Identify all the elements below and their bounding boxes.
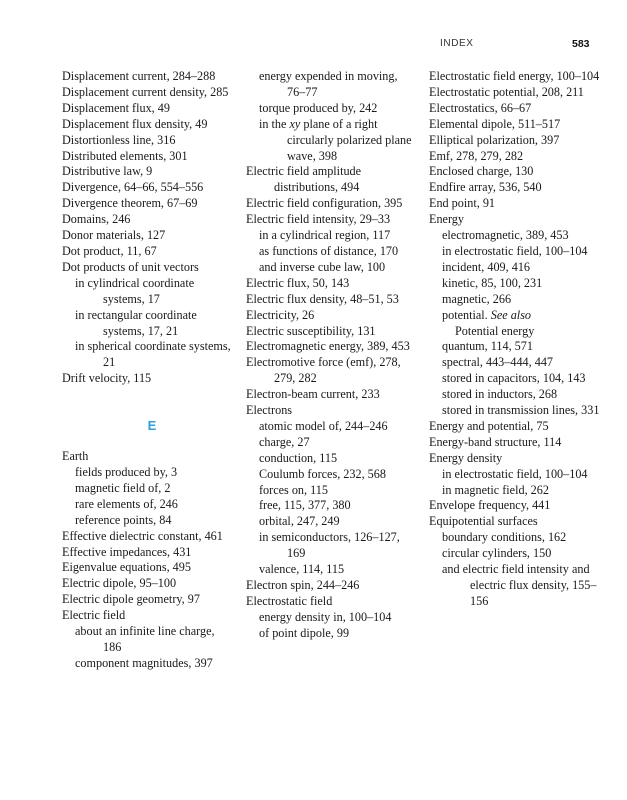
index-subentry: energy expended in moving, 76–77 bbox=[259, 69, 398, 99]
index-subentry: energy density in, 100–104 bbox=[259, 609, 392, 624]
index-subentry: in the xy plane of a right circularly polarized plane wave, 398 bbox=[259, 116, 412, 163]
index-entry: Electric field intensity, 29–33 bbox=[246, 212, 391, 227]
index-entry: Electric flux, 50, 143 bbox=[246, 275, 350, 290]
section-letter-heading: E bbox=[147, 418, 157, 434]
index-subentry: rare elements of, 246 bbox=[75, 496, 178, 511]
index-entry: Energy and potential, 75 bbox=[429, 418, 549, 433]
index-subentry: fields produced by, 3 bbox=[75, 465, 178, 480]
index-entry: Endfire array, 536, 540 bbox=[429, 180, 542, 195]
index-entry: Effective dielectric constant, 461 bbox=[62, 528, 223, 543]
index-entry: Electrostatic field energy, 100–104 bbox=[429, 69, 600, 83]
index-subentry: spectral, 443–444, 447 bbox=[442, 355, 554, 370]
section-gap bbox=[62, 387, 234, 418]
index-subentry: free, 115, 377, 380 bbox=[259, 498, 351, 513]
index-entry: Electromotive force (emf), 278, 279, 282 bbox=[246, 355, 401, 386]
index-entry: Energy density bbox=[429, 450, 503, 465]
index-entry: Displacement flux, 49 bbox=[62, 100, 170, 115]
index-entry: Energy-band structure, 114 bbox=[429, 434, 562, 449]
index-subentry: torque produced by, 242 bbox=[259, 100, 378, 115]
index-entry: Emf, 278, 279, 282 bbox=[429, 148, 524, 163]
index-subentry: kinetic, 85, 100, 231 bbox=[442, 275, 543, 290]
index-subentry: magnetic field of, 2 bbox=[75, 480, 171, 495]
index-entry: Electricity, 26 bbox=[246, 307, 315, 322]
index-entry: Displacement current, 284–288 bbox=[62, 69, 216, 83]
index-subentry: stored in transmission lines, 331 bbox=[442, 403, 600, 418]
index-subentry: Potential energy bbox=[455, 323, 535, 338]
index-subentry: of point dipole, 99 bbox=[259, 625, 350, 640]
index-subentry: in electrostatic field, 100–104 bbox=[442, 466, 588, 481]
index-subentry: in a cylindrical region, 117 bbox=[259, 228, 391, 243]
index-entry: Electrostatic potential, 208, 211 bbox=[429, 84, 584, 99]
index-entry: Elemental dipole, 511–517 bbox=[429, 116, 561, 131]
see-also-reference: See also bbox=[490, 307, 532, 322]
index-entry: Enclosed charge, 130 bbox=[429, 164, 534, 179]
index-entry: Eigenvalue equations, 495 bbox=[62, 560, 191, 575]
index-subentry: stored in inductors, 268 bbox=[442, 387, 558, 402]
index-subentry: in cylindrical coordinate systems, 17 bbox=[75, 275, 195, 306]
index-entry: Donor materials, 127 bbox=[62, 228, 166, 243]
math-variable: xy bbox=[289, 116, 301, 131]
index-entry: Electron-beam current, 233 bbox=[246, 387, 380, 402]
index-subentry: incident, 409, 416 bbox=[442, 259, 531, 274]
index-entry: Electrons bbox=[246, 403, 293, 418]
index-entry: Divergence, 64–66, 554–556 bbox=[62, 180, 204, 195]
index-subentry: Coulumb forces, 232, 568 bbox=[259, 466, 386, 481]
index-entry: Displacement current density, 285 bbox=[62, 84, 229, 99]
index-subentry: orbital, 247, 249 bbox=[259, 514, 340, 529]
index-entry: Distortionless line, 316 bbox=[62, 132, 176, 147]
index-entry: Distributed elements, 301 bbox=[62, 148, 188, 163]
index-subentry: component magnitudes, 397 bbox=[75, 655, 213, 670]
index-subentry: stored in capacitors, 104, 143 bbox=[442, 371, 586, 386]
index-entry: Electrostatic field bbox=[246, 593, 333, 608]
page-header bbox=[0, 38, 627, 52]
index-entry: Electric field amplitude distributions, 494 bbox=[246, 164, 362, 195]
index-entry: Electric dipole, 95–100 bbox=[62, 576, 177, 591]
index-subentry: in magnetic field, 262 bbox=[442, 482, 549, 497]
index-column-1 bbox=[62, 69, 234, 672]
index-entry: Effective impedances, 431 bbox=[62, 544, 192, 559]
index-entry: Electrostatics, 66–67 bbox=[429, 100, 532, 115]
index-subentry: about an infinite line charge, 186 bbox=[75, 624, 215, 654]
index-subentry: valence, 114, 115 bbox=[259, 562, 345, 577]
index-subentry: forces on, 115 bbox=[259, 482, 328, 497]
index-entry: Electric field bbox=[62, 608, 126, 623]
index-subentry: potential. See also bbox=[442, 307, 532, 322]
index-subentry: reference points, 84 bbox=[75, 512, 172, 527]
index-entry: Distributive law, 9 bbox=[62, 164, 153, 179]
index-entry: Dot product, 11, 67 bbox=[62, 243, 157, 258]
index-entry: Elliptical polarization, 397 bbox=[429, 132, 560, 147]
index-column-2 bbox=[246, 69, 418, 642]
index-entry: Electric field configuration, 395 bbox=[246, 196, 403, 211]
index-entry: Electromagnetic energy, 389, 453 bbox=[246, 339, 410, 354]
index-subentry: in rectangular coordinate systems, 17, 21 bbox=[75, 307, 197, 338]
index-subentry: charge, 27 bbox=[259, 434, 310, 449]
index-subentry: in spherical coordinate systems, 21 bbox=[75, 339, 231, 370]
page-number: 583 bbox=[572, 38, 590, 50]
index-entry: Envelope frequency, 441 bbox=[429, 498, 551, 513]
index-subentry: conduction, 115 bbox=[259, 450, 338, 465]
index-entry: Equipotential surfaces bbox=[429, 514, 538, 529]
index-entry: Electron spin, 244–246 bbox=[246, 578, 360, 592]
index-entry: Domains, 246 bbox=[62, 212, 131, 227]
index-entry: Energy bbox=[429, 212, 464, 227]
index-subentry: as functions of distance, 170 bbox=[259, 243, 399, 258]
index-entry: Drift velocity, 115 bbox=[62, 371, 152, 386]
index-subentry: quantum, 114, 571 bbox=[442, 339, 533, 354]
index-subentry: circular cylinders, 150 bbox=[442, 546, 552, 561]
index-column-3 bbox=[429, 69, 613, 610]
index-subentry: boundary conditions, 162 bbox=[442, 530, 567, 545]
index-subentry: atomic model of, 244–246 bbox=[259, 418, 388, 433]
index-subentry: and electric field intensity and electric flux density, 155–156 bbox=[442, 562, 597, 608]
index-entry: Divergence theorem, 67–69 bbox=[62, 196, 198, 211]
index-entry: Displacement flux density, 49 bbox=[62, 116, 208, 131]
index-subentry: magnetic, 266 bbox=[442, 291, 512, 306]
index-subentry: and inverse cube law, 100 bbox=[259, 259, 386, 274]
index-subentry: in electrostatic field, 100–104 bbox=[442, 243, 588, 258]
index-entry: Earth bbox=[62, 449, 89, 464]
index-entry: Electric flux density, 48–51, 53 bbox=[246, 291, 399, 306]
index-subentry: electromagnetic, 389, 453 bbox=[442, 228, 569, 243]
index-subentry: in semiconductors, 126–127, 169 bbox=[259, 530, 400, 561]
index-entry: Electric dipole geometry, 97 bbox=[62, 592, 200, 607]
index-entry: Electric susceptibility, 131 bbox=[246, 323, 376, 338]
index-entry: End point, 91 bbox=[429, 196, 496, 211]
index-entry: Dot products of unit vectors bbox=[62, 259, 199, 274]
running-head: INDEX bbox=[440, 38, 474, 49]
